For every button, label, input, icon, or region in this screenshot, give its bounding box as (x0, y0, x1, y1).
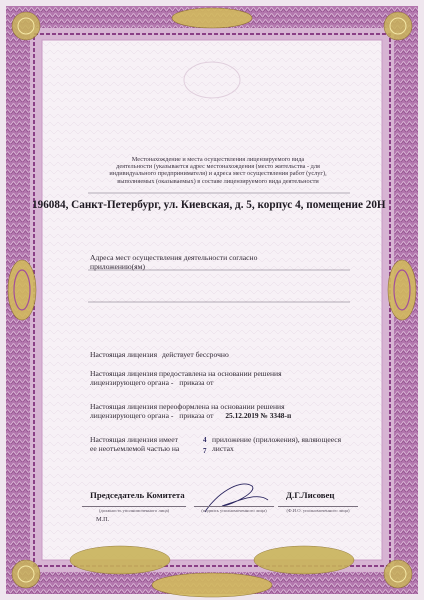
granted-text: Настоящая лицензия предоставлена на основании решения (90, 369, 282, 378)
appendix-count: 4 (203, 436, 207, 444)
reissued-org: лицензирующего органа - (90, 410, 174, 420)
caption-signature: (подпись уполномоченного лица) (194, 506, 274, 513)
location-caption (88, 156, 348, 185)
appendix-text: ее неотъемлемой частью на (90, 444, 180, 453)
appendix-count: 7 (203, 447, 207, 455)
reissued-order-label: приказа от (179, 410, 214, 420)
appendix-info (90, 436, 360, 454)
granted-order-label: приказа от (179, 377, 214, 387)
validity-label: Настоящая лицензия (90, 350, 158, 359)
caption-line: выполняемых (оказываемых) в составе лицензируемого вида деятельности (117, 177, 319, 185)
caption-line: Местонахождение и места осуществления лицензируемого вида (131, 156, 305, 163)
reissued-text (90, 412, 360, 421)
caption-line: индивидуального предпринимателя) и адреса мест осуществления работ (услуг), (109, 170, 327, 178)
reissued-text: Настоящая лицензия переоформлена на основании решения (90, 402, 285, 411)
signatory-name: Д.Г.Лисовец (286, 490, 335, 500)
granted-text (90, 379, 360, 388)
validity-value: действует бессрочно (162, 350, 229, 359)
caption-name: (Ф.И.О. уполномоченного лица) (278, 506, 358, 513)
places-text: Адреса мест осуществления деятельности согласно (90, 253, 258, 262)
validity-line (90, 351, 229, 360)
granted-basis (90, 370, 360, 387)
signatory-position: Председатель Комитета (90, 490, 185, 500)
appendix-text: приложение (приложения), являющееся (212, 435, 342, 444)
reissued-order-number: 25.12.2019 № 3348-п (225, 410, 292, 420)
caption-position: (должность уполномоченного лица) (82, 506, 186, 513)
granted-org: лицензирующего органа - (90, 377, 174, 387)
caption-line: деятельности (указывается адрес местонахождения (место жительства - для (116, 163, 320, 171)
license-page (32, 42, 386, 552)
license-address: 196084, Санкт-Петербург, ул. Киевская, д. 5, корпус 4, помещение 20Н (32, 199, 386, 211)
reissued-basis (90, 403, 360, 420)
activity-places (90, 254, 348, 271)
appendix-text: Настоящая лицензия имеет (90, 435, 178, 444)
stamp-place: М.П. (96, 516, 110, 523)
appendix-row (90, 445, 360, 454)
places-text: приложению(ям) (90, 261, 145, 271)
appendix-text: листах (212, 444, 234, 453)
